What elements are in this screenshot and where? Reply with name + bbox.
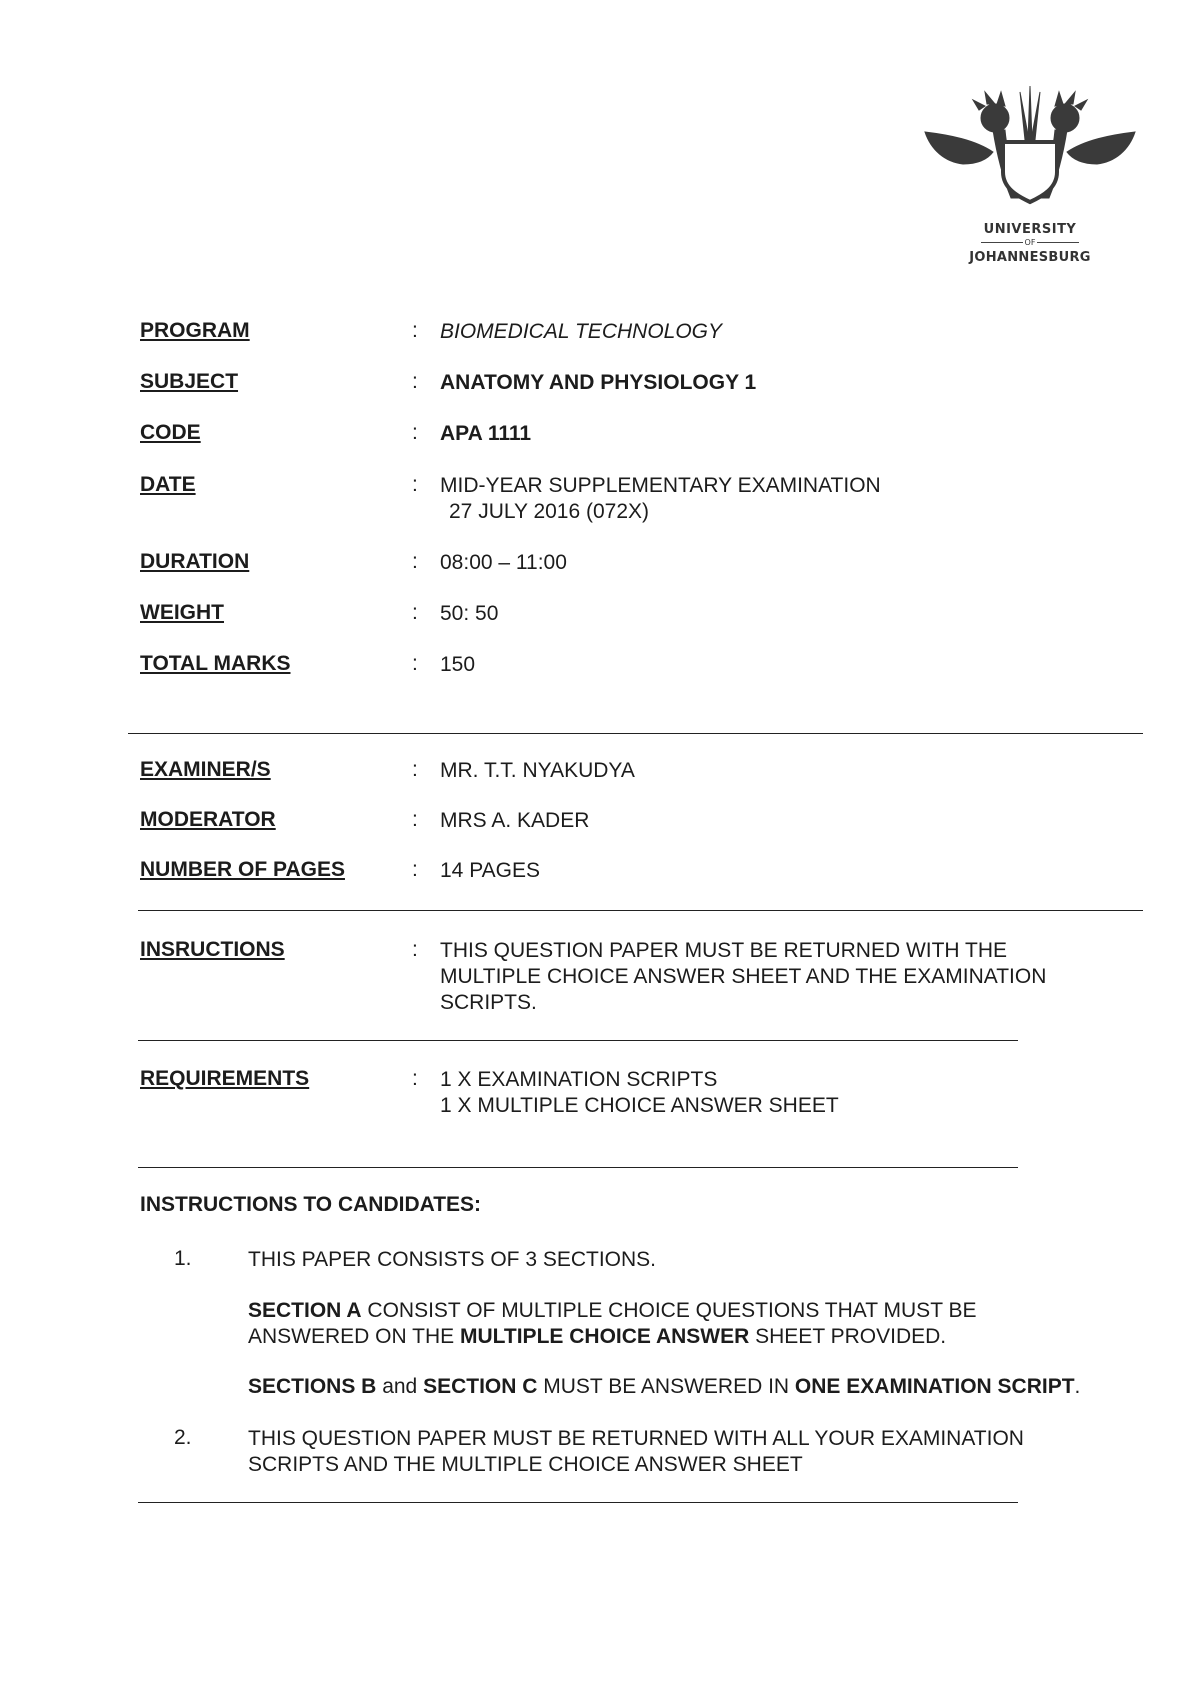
bold-text: SECTION C [423, 1375, 538, 1398]
text: CONSIST OF MULTIPLE CHOICE QUESTIONS THAT MUST BE [361, 1299, 977, 1322]
field-value: ANATOMY AND PHYSIOLOGY 1 [440, 371, 757, 394]
divider [138, 910, 1143, 911]
colon: : [412, 550, 418, 573]
colon: : [412, 938, 418, 961]
text: SHEET PROVIDED. [749, 1325, 947, 1348]
logo-text-university: UNIVERSITY [983, 222, 1077, 237]
field-value [440, 938, 1046, 1016]
instructions-line: THIS QUESTION PAPER MUST BE RETURNED WITH THE [440, 939, 1008, 962]
bold-text: SECTIONS B [248, 1375, 377, 1398]
field-value: MRS A. KADER [440, 809, 590, 832]
divider [138, 1502, 1018, 1503]
field-label: CODE [140, 421, 201, 444]
field-label: NUMBER OF PAGES [140, 858, 345, 881]
colon: : [412, 473, 418, 496]
colon: : [412, 319, 418, 342]
field-value: MR. T.T. NYAKUDYA [440, 759, 635, 782]
item-line: SCRIPTS AND THE MULTIPLE CHOICE ANSWER SHEET [248, 1453, 803, 1476]
colon: : [412, 652, 418, 675]
bold-text: SECTION A [248, 1299, 362, 1322]
field-label: MODERATOR [140, 808, 276, 831]
university-logo [915, 80, 1145, 270]
text: ANSWERED ON THE [248, 1325, 460, 1348]
bold-text: ONE EXAMINATION SCRIPT [794, 1375, 1075, 1398]
item-line: THIS QUESTION PAPER MUST BE RETURNED WITH ALL YOUR EXAMINATION [248, 1427, 1024, 1450]
date-line-1: MID-YEAR SUPPLEMENTARY EXAMINATION [440, 474, 881, 497]
text: and [376, 1375, 424, 1398]
date-line-2: 27 JULY 2016 (072X) [449, 500, 650, 523]
colon: : [412, 858, 418, 881]
instructions-line: MULTIPLE CHOICE ANSWER SHEET AND THE EXAMINATION [440, 965, 1047, 988]
instructions-heading: INSTRUCTIONS TO CANDIDATES: [140, 1193, 482, 1216]
logo-text-johannesburg: JOHANNESBURG [969, 250, 1091, 265]
colon: : [412, 758, 418, 781]
instructions-line: SCRIPTS. [440, 991, 537, 1014]
divider [128, 733, 1143, 734]
field-value: 50: 50 [440, 602, 499, 625]
divider [138, 1040, 1018, 1041]
logo-text-of: OF [915, 238, 1145, 247]
field-value: APA 1111 [440, 422, 532, 445]
colon: : [412, 370, 418, 393]
colon: : [412, 421, 418, 444]
bold-text: MULTIPLE CHOICE ANSWER [459, 1325, 750, 1348]
field-label: WEIGHT [140, 601, 224, 624]
text: . [1074, 1375, 1081, 1398]
item-number: 2. [174, 1426, 192, 1449]
field-label: DURATION [140, 550, 250, 573]
crest-icon [915, 80, 1145, 220]
field-label: SUBJECT [140, 370, 239, 393]
colon: : [412, 808, 418, 831]
field-label: DATE [140, 473, 196, 496]
colon: : [412, 601, 418, 624]
requirements-line: 1 X MULTIPLE CHOICE ANSWER SHEET [440, 1094, 839, 1117]
field-value: 08:00 – 11:00 [440, 551, 567, 574]
field-value: 14 PAGES [440, 859, 540, 882]
sections-b-c-paragraph [248, 1374, 1080, 1400]
field-value: BIOMEDICAL TECHNOLOGY [440, 320, 723, 343]
requirements-line: 1 X EXAMINATION SCRIPTS [440, 1068, 718, 1091]
colon: : [412, 1067, 418, 1090]
field-value: 150 [440, 653, 476, 676]
field-value [440, 1067, 839, 1119]
field-label: PROGRAM [140, 319, 250, 342]
field-label: REQUIREMENTS [140, 1067, 310, 1090]
field-label: EXAMINER/S [140, 758, 271, 781]
item-number: 1. [174, 1247, 192, 1270]
section-a-paragraph [248, 1298, 977, 1350]
field-label: INSRUCTIONS [140, 938, 285, 961]
divider [138, 1167, 1018, 1168]
item-text [248, 1426, 1024, 1478]
field-value [440, 473, 881, 525]
field-label: TOTAL MARKS [140, 652, 291, 675]
text: MUST BE ANSWERED IN [537, 1375, 795, 1398]
item-text: THIS PAPER CONSISTS OF 3 SECTIONS. [248, 1248, 657, 1271]
